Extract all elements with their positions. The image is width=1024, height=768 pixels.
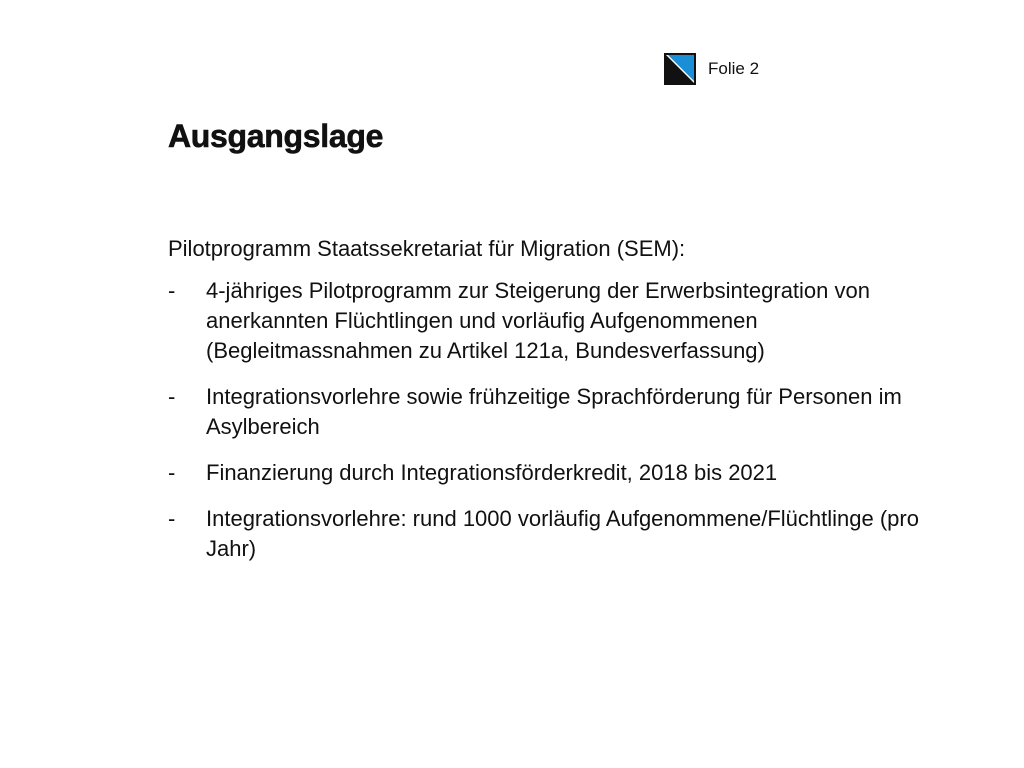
- bullet-text: Integrationsvorlehre sowie frühzeitige Sprachförderung für Personen im Asylbereich: [206, 384, 902, 439]
- canton-zurich-flag-icon: [664, 53, 696, 85]
- bullet-text: Integrationsvorlehre: rund 1000 vorläufig Aufgenommene/Flüchtlinge (pro Jahr): [206, 506, 919, 561]
- bullet-marker: -: [168, 384, 176, 409]
- slide-title: Ausgangslage: [168, 118, 384, 154]
- list-item: [168, 458, 958, 488]
- list-item: [168, 276, 958, 366]
- slide-header: [664, 53, 759, 85]
- bullet-marker: -: [168, 278, 176, 303]
- list-item: [168, 504, 958, 564]
- bullet-text: 4-jähriges Pilotprogramm zur Steigerung der Erwerbsintegration von anerkannten Flüchtlingen und vorläufig Aufgenommenen (Begleitmassnahmen zu Artikel 121a, Bundesverfassung): [206, 278, 870, 363]
- bullet-marker: -: [168, 460, 176, 485]
- slide-content: [168, 234, 958, 580]
- list-item: [168, 382, 958, 442]
- bullet-marker: -: [168, 506, 176, 531]
- slide-number: Folie 2: [708, 59, 760, 78]
- intro-text: Pilotprogramm Staatssekretariat für Migration (SEM):: [168, 236, 686, 261]
- bullet-text: Finanzierung durch Integrationsförderkredit, 2018 bis 2021: [206, 460, 778, 485]
- bullet-list: [168, 276, 958, 564]
